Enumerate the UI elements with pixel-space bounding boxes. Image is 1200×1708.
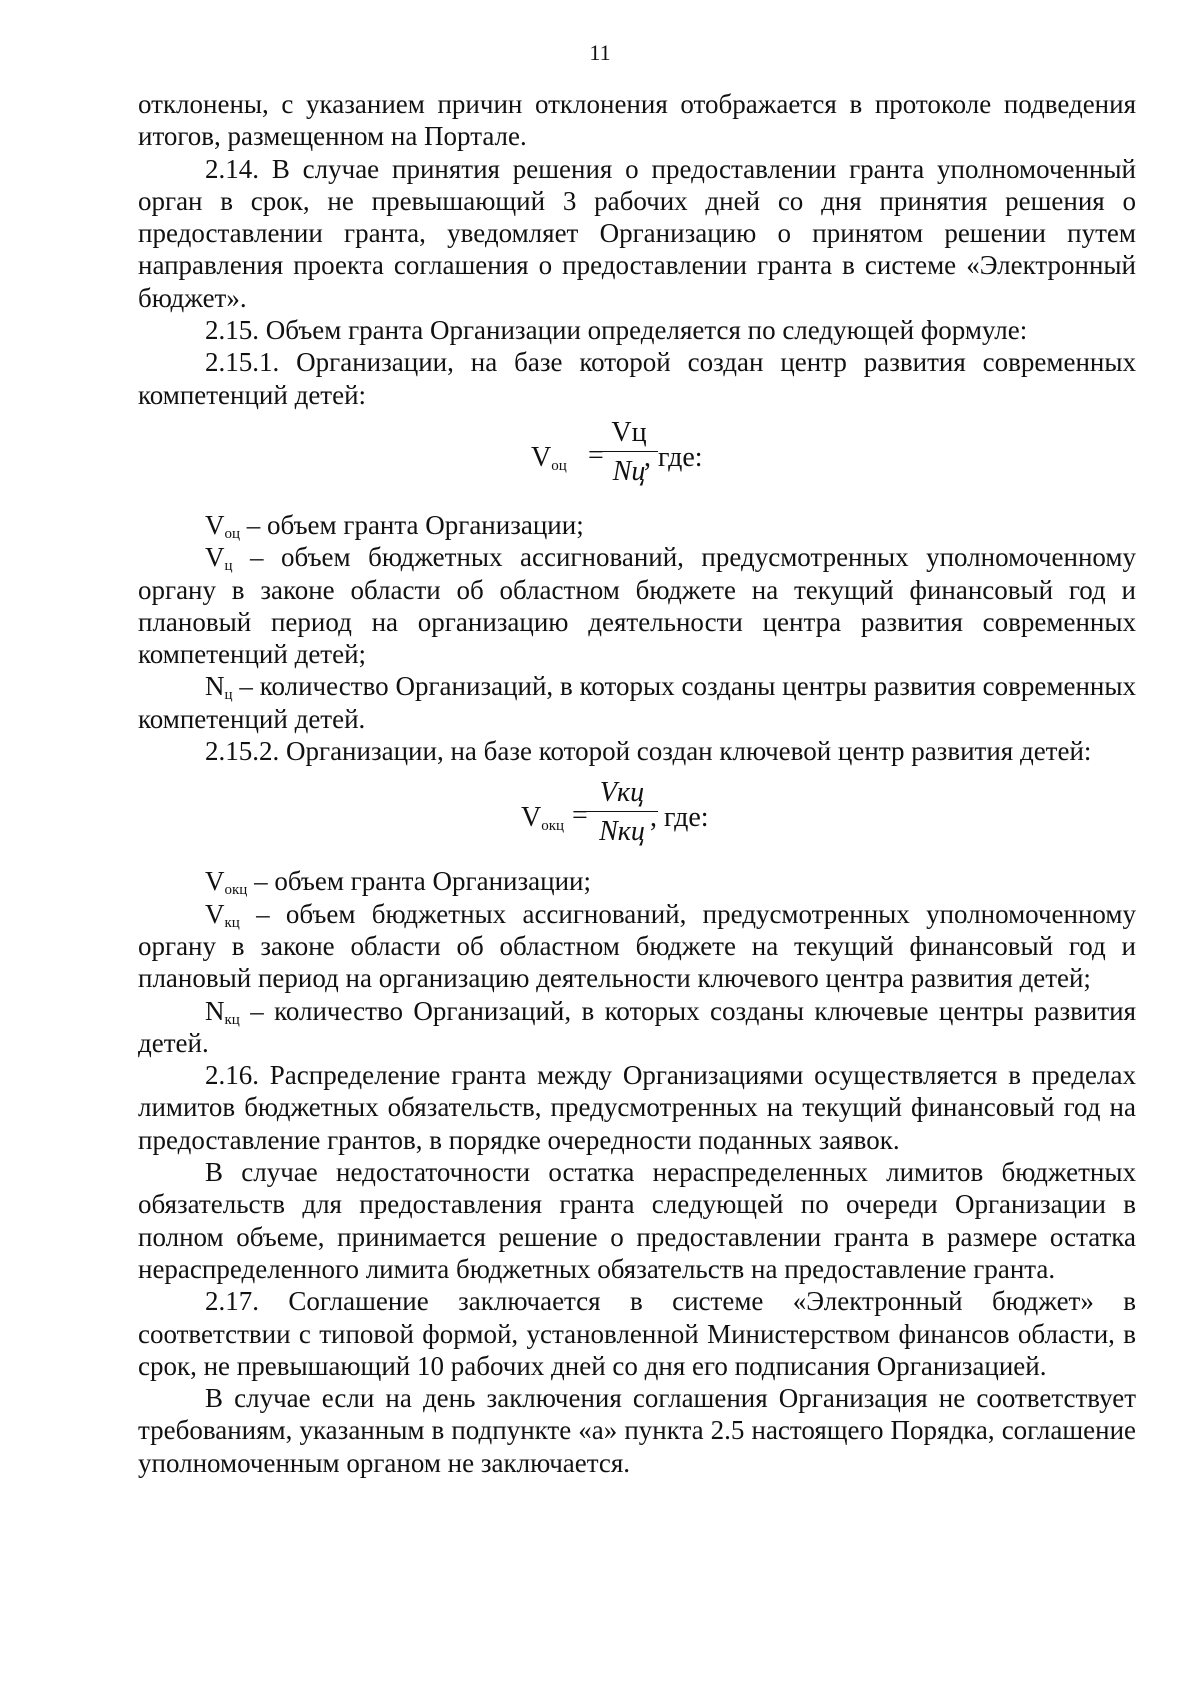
- formula-lhs: $V_{оц}$: [531, 441, 567, 474]
- formula-tail: , где:: [650, 802, 709, 834]
- paragraph-2-17: 2.17. Соглашение заключается в системе «Электронный бюджет» в соответствии с типовой формой, установленной Министерством финансов области, в срок, не превышающий 10 рабочих дней со дня его подписания Организацией.: [138, 1286, 1136, 1381]
- definition-n-kc: $N_{кц}$ – количество Организаций, в которых созданы ключевые центры развития детей.: [138, 995, 1136, 1058]
- paragraph-2-15: 2.15. Объем гранта Организации определяется по следующей формуле:: [205, 315, 1028, 346]
- paragraph-continuation: отклонены, с указанием причин отклонения отображается в протоколе подведения итогов, размещенном на Портале.: [138, 89, 1136, 152]
- document-body: [138, 88, 1136, 1479]
- formula-denominator: Nц: [612, 455, 646, 487]
- paragraph-2-15-1: 2.15.1. Организации, на базе которой создан центр развития современных компетенций детей:: [138, 347, 1136, 410]
- paragraph-2-16-insufficiency: В случае недостаточности остатка нераспределенных лимитов бюджетных обязательств для предоставления гранта следующей по очереди Организации в полном объеме, принимается решение о предоставлении гранта в размере остатка нераспределенного лимита бюджетных обязательств на предоставление гранта.: [138, 1157, 1136, 1284]
- paragraph-2-14: 2.14. В случае принятия решения о предоставлении гранта уполномоченный орган в срок, не превышающий 3 рабочих дней со дня принятия решения о предоставлении гранта, уведомляет Организацию о принятом решении путем направления проекта соглашения о предоставлении гранта в системе «Электронный бюджет».: [138, 153, 1136, 313]
- paragraph-2-17-noncompliance: В случае если на день заключения соглашения Организация не соответствует требованиям, указанным в подпункте «а» пункта 2.5 настоящего Порядка, соглашение уполномоченным органом не заключается.: [138, 1383, 1136, 1478]
- formula-numerator: Vкц: [599, 777, 645, 809]
- paragraph-2-15-2: 2.15.2. Организации, на базе которой создан ключевой центр развития детей:: [205, 736, 1092, 767]
- definition-v-c: $V_ц$ – объем бюджетных ассигнований, предусмотренных уполномоченному органу в законе области об областном бюджете на текущий финансовый год и плановый период на организацию деятельности центра развития современных компетенций детей;: [138, 542, 1136, 670]
- formula-fraction: [586, 775, 658, 848]
- definition-v-kc: $V_{кц}$ – объем бюджетных ассигнований, предусмотренных уполномоченному органу в законе области об областном бюджете на текущий финансовый год и плановый период на организацию деятельности ключевого центра развития детей;: [138, 898, 1136, 994]
- formula-grant-key-center: [138, 775, 1136, 859]
- formula-denominator: Nкц: [599, 816, 645, 848]
- page-number: 11: [589, 40, 611, 65]
- definition-n-c: $N_ц$ – количество Организаций, в которых созданы центры развития современных компетенций детей.: [138, 671, 1136, 734]
- formula-numerator: Vц: [611, 416, 647, 448]
- formula-equals: =: [572, 800, 588, 832]
- formula-tail: , где:: [644, 441, 703, 473]
- paragraph-2-16: 2.16. Распределение гранта между Организациями осуществляется в пределах лимитов бюджетных обязательств, предусмотренных на текущий финансовый год на предоставление грантов, в порядке очередности поданных заявок.: [138, 1060, 1136, 1155]
- formula-lhs: $V_{окц}$: [521, 802, 565, 835]
- formula-grant-center: [138, 415, 1136, 503]
- formula-equals: =: [588, 439, 604, 471]
- definition-v-okc: $V_{окц}$ – объем гранта Организации;: [205, 866, 591, 899]
- definition-v-oc: $V_{оц}$ – объем гранта Организации;: [205, 509, 584, 542]
